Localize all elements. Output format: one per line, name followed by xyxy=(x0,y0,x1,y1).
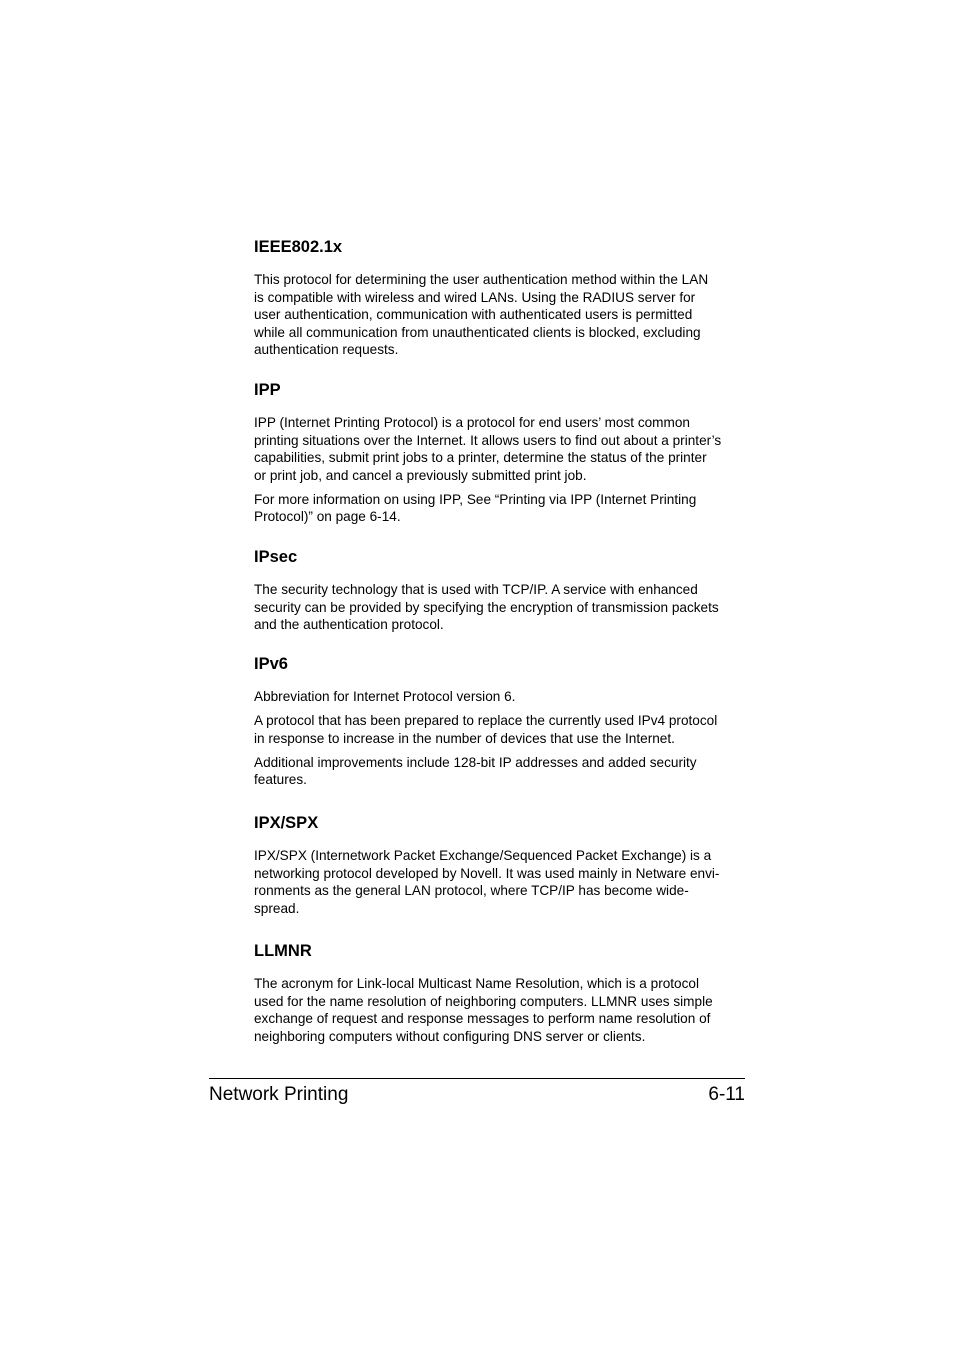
section-paragraph xyxy=(254,975,749,1045)
text-line: For more information on using IPP, See “Printing via IPP (Internet Printing xyxy=(254,491,697,507)
section-ipv6 xyxy=(254,654,749,795)
section-paragraph xyxy=(254,847,749,917)
text-line: while all communication from unauthenticated clients is blocked, excluding xyxy=(254,324,701,340)
text-line: used for the name resolution of neighboring computers. LLMNR uses simple xyxy=(254,993,713,1009)
text-line: authentication requests. xyxy=(254,342,399,358)
section-heading: IEEE802.1x xyxy=(254,238,343,256)
text-line: and the authentication protocol. xyxy=(254,617,444,633)
section-heading: LLMNR xyxy=(254,942,312,960)
section-paragraph xyxy=(254,491,749,526)
text-line: or print job, and cancel a previously submitted print job. xyxy=(254,467,587,483)
section-llmnr xyxy=(254,941,749,1052)
page-number: 6-11 xyxy=(708,1084,745,1105)
section-paragraph xyxy=(254,414,749,484)
text-line: The security technology that is used with TCP/IP. A service with enhanced xyxy=(254,582,698,597)
text-line: features. xyxy=(254,772,307,788)
section-ipsec xyxy=(254,547,749,640)
section-heading: IPv6 xyxy=(254,655,288,673)
section-paragraph xyxy=(254,688,749,706)
text-line: networking protocol developed by Novell. It was used mainly in Netware envi- xyxy=(254,865,720,881)
section-heading: IPsec xyxy=(254,548,298,566)
section-heading: IPX/SPX xyxy=(254,814,319,832)
text-line: exchange of request and response messages to perform name resolution of xyxy=(254,1011,711,1027)
text-line: A protocol that has been prepared to replace the currently used IPv4 protocol xyxy=(254,713,718,729)
section-ieee8021x xyxy=(254,237,749,365)
section-paragraph xyxy=(254,712,749,747)
text-line: Protocol)” on page 6-14. xyxy=(254,509,401,525)
text-line: user authentication, communication with authenticated users is permitted xyxy=(254,307,693,323)
text-line: spread. xyxy=(254,900,300,916)
section-ipp xyxy=(254,380,749,533)
section-paragraph xyxy=(254,581,749,634)
text-line: IPP (Internet Printing Protocol) is a protocol for end users’ most common xyxy=(254,415,690,430)
section-paragraph xyxy=(254,271,749,359)
footer-divider xyxy=(209,1078,745,1079)
text-line: security can be provided by specifying the encryption of transmission packets xyxy=(254,599,719,615)
text-line: printing situations over the Internet. It allows users to find out about a printer’s xyxy=(254,432,722,448)
text-line: Abbreviation for Internet Protocol version 6. xyxy=(254,689,516,704)
text-line: in response to increase in the number of devices that use the Internet. xyxy=(254,730,675,746)
text-line: The acronym for Link-local Multicast Name Resolution, which is a protocol xyxy=(254,976,699,991)
text-line: ronments as the general LAN protocol, where TCP/IP has become wide- xyxy=(254,883,689,899)
text-line: Additional improvements include 128-bit IP addresses and added security xyxy=(254,754,697,770)
text-line: IPX/SPX (Internetwork Packet Exchange/Sequenced Packet Exchange) is a xyxy=(254,848,712,863)
text-line: is compatible with wireless and wired LANs. Using the RADIUS server for xyxy=(254,289,696,305)
text-line: capabilities, submit print jobs to a printer, determine the status of the printer xyxy=(254,450,707,466)
text-line: This protocol for determining the user authentication method within the LAN xyxy=(254,272,709,287)
text-line: neighboring computers without configuring DNS server or clients. xyxy=(254,1028,646,1044)
section-ipx-spx xyxy=(254,813,749,924)
section-paragraph xyxy=(254,754,749,789)
section-heading: IPP xyxy=(254,381,281,399)
footer-title: Network Printing xyxy=(209,1084,349,1105)
